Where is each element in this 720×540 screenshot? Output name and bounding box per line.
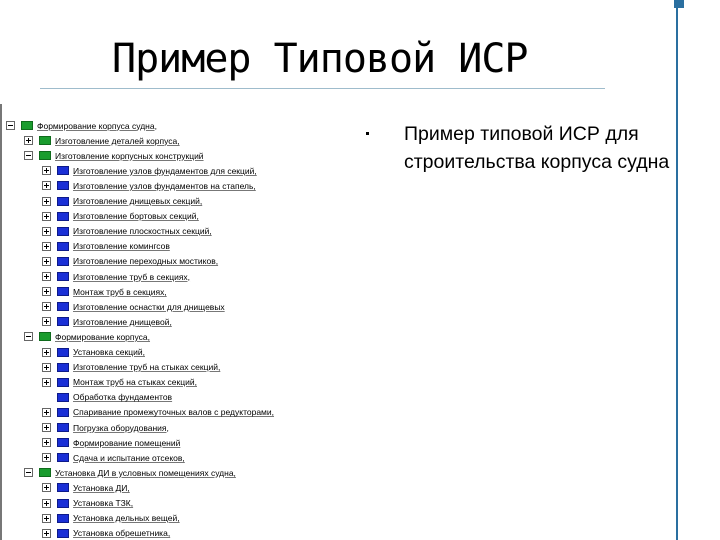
- expand-icon[interactable]: [42, 257, 51, 266]
- task-icon: [57, 181, 69, 190]
- tree-row[interactable]: [42, 194, 202, 209]
- expand-icon[interactable]: [42, 483, 51, 492]
- task-icon: [57, 529, 69, 538]
- expand-icon[interactable]: [42, 514, 51, 523]
- tree-row[interactable]: [42, 299, 225, 314]
- tree-row[interactable]: [42, 345, 145, 360]
- tree-row-label: Изготовление деталей корпуса,: [55, 135, 180, 146]
- expand-icon[interactable]: [42, 453, 51, 462]
- folder-icon: [39, 468, 51, 477]
- task-icon: [57, 227, 69, 236]
- tree-row[interactable]: [42, 163, 257, 178]
- task-icon: [57, 393, 69, 402]
- accent-bar: [676, 0, 678, 540]
- expand-icon[interactable]: [24, 136, 33, 145]
- task-icon: [57, 423, 69, 432]
- tree-row-label: Формирование помещений: [73, 437, 181, 448]
- tree-row[interactable]: [42, 496, 133, 511]
- task-icon: [57, 302, 69, 311]
- tree-row[interactable]: [42, 405, 274, 420]
- tree-row-label: Изготовление оснастки для днищевых: [73, 301, 225, 312]
- task-icon: [57, 378, 69, 387]
- folder-icon: [39, 332, 51, 341]
- task-icon: [57, 197, 69, 206]
- wbs-tree: [0, 104, 300, 540]
- tree-row-label: Обработка фундаментов: [73, 392, 173, 403]
- collapse-icon[interactable]: [24, 151, 33, 160]
- tree-row[interactable]: [24, 465, 236, 480]
- tree-row-label: Изготовление плоскостных секций,: [73, 226, 212, 237]
- tree-row-label: Формирование корпуса судна,: [37, 120, 157, 131]
- expand-icon[interactable]: [42, 197, 51, 206]
- task-icon: [57, 242, 69, 251]
- expand-icon[interactable]: [42, 272, 51, 281]
- task-icon: [57, 408, 69, 417]
- tree-row-label: Установка обрешетника,: [73, 528, 171, 539]
- tree-row-label: Монтаж труб в секциях,: [73, 286, 167, 297]
- task-icon: [57, 499, 69, 508]
- tree-row-label: Изготовление узлов фундаментов для секций,: [73, 165, 257, 176]
- tree-row-label: Формирование корпуса,: [55, 331, 151, 342]
- tree-row-label: Сдача и испытание отсеков,: [73, 452, 185, 463]
- task-icon: [57, 363, 69, 372]
- tree-row-label: Установка ДИ в условных помещениях судна,: [55, 467, 236, 478]
- expand-icon[interactable]: [42, 408, 51, 417]
- tree-row[interactable]: [42, 209, 199, 224]
- tree-row-label: Изготовление корпусных конструкций: [55, 150, 204, 161]
- tree-row[interactable]: [42, 360, 220, 375]
- tree-row[interactable]: [42, 450, 185, 465]
- tree-row[interactable]: [42, 420, 169, 435]
- tree-row-label: Погрузка оборудования,: [73, 422, 169, 433]
- folder-icon: [21, 121, 33, 130]
- tree-row-label: Изготовление переходных мостиков,: [73, 256, 219, 267]
- tree-row[interactable]: [6, 118, 157, 133]
- tree-row-label: Установка ТЗК,: [73, 498, 134, 508]
- task-icon: [57, 453, 69, 462]
- task-icon: [57, 212, 69, 221]
- collapse-icon[interactable]: [6, 121, 15, 130]
- tree-row[interactable]: [42, 239, 170, 254]
- tree-row[interactable]: [42, 269, 190, 284]
- tree-row-label: Изготовление труб на стыках секций,: [73, 362, 221, 373]
- tree-row[interactable]: [42, 435, 180, 450]
- bullet-text: Пример типовой ИСР для строительства корпуса судна: [404, 123, 670, 173]
- folder-icon: [39, 136, 51, 145]
- collapse-icon[interactable]: [24, 332, 33, 341]
- tree-row-label: Изготовление комингсов: [73, 241, 170, 252]
- expand-icon[interactable]: [42, 423, 51, 432]
- task-icon: [57, 483, 69, 492]
- task-icon: [57, 317, 69, 326]
- tree-row-label: Спаривание промежуточных валов с редукторами,: [73, 407, 275, 418]
- tree-row-label: Установка дельных вещей,: [73, 513, 180, 524]
- tree-row-label: Монтаж труб на стыках секций,: [73, 377, 197, 388]
- expand-icon[interactable]: [42, 302, 51, 311]
- tree-row-label: Изготовление узлов фундаментов на стапель,: [73, 180, 256, 191]
- tree-row[interactable]: [42, 284, 167, 299]
- task-icon: [57, 348, 69, 357]
- tree-row-label: Изготовление труб в секциях,: [73, 271, 191, 282]
- tree-row-label: Установка секций,: [73, 347, 145, 357]
- bullet-marker: [366, 132, 369, 135]
- tree-spacer: [42, 393, 51, 402]
- task-icon: [57, 166, 69, 175]
- task-icon: [57, 287, 69, 296]
- expand-icon[interactable]: [42, 378, 51, 387]
- tree-row[interactable]: [42, 526, 170, 540]
- expand-icon[interactable]: [42, 363, 51, 372]
- expand-icon[interactable]: [42, 438, 51, 447]
- expand-icon[interactable]: [42, 166, 51, 175]
- expand-icon[interactable]: [42, 287, 51, 296]
- tree-row[interactable]: [42, 224, 212, 239]
- tree-row[interactable]: [24, 329, 150, 344]
- expand-icon[interactable]: [42, 317, 51, 326]
- folder-icon: [39, 151, 51, 160]
- expand-icon[interactable]: [42, 242, 51, 251]
- tree-row[interactable]: [42, 314, 172, 329]
- expand-icon[interactable]: [42, 348, 51, 357]
- tree-row[interactable]: [24, 133, 180, 148]
- tree-row[interactable]: [24, 148, 204, 163]
- tree-row[interactable]: [42, 254, 218, 269]
- tree-row-label: Установка ДИ,: [73, 482, 130, 493]
- expand-icon[interactable]: [42, 227, 51, 236]
- tree-row[interactable]: [42, 480, 130, 495]
- task-icon: [57, 438, 69, 447]
- expand-icon[interactable]: [42, 181, 51, 190]
- slide-title: Пример Типовой ИСР: [112, 36, 528, 82]
- expand-icon[interactable]: [42, 499, 51, 508]
- tree-row[interactable]: [42, 390, 172, 405]
- expand-icon[interactable]: [42, 212, 51, 221]
- tree-row[interactable]: [42, 375, 197, 390]
- task-icon: [57, 257, 69, 266]
- tree-row[interactable]: [42, 511, 180, 526]
- task-icon: [57, 272, 69, 281]
- expand-icon[interactable]: [42, 529, 51, 538]
- tree-row[interactable]: [42, 178, 256, 193]
- tree-row-label: Изготовление бортовых секций,: [73, 211, 199, 222]
- task-icon: [57, 514, 69, 523]
- tree-row-label: Изготовление днищевых секций,: [73, 196, 203, 206]
- tree-row-label: Изготовление днищевой,: [73, 316, 172, 327]
- collapse-icon[interactable]: [24, 468, 33, 477]
- title-underline: [40, 88, 605, 89]
